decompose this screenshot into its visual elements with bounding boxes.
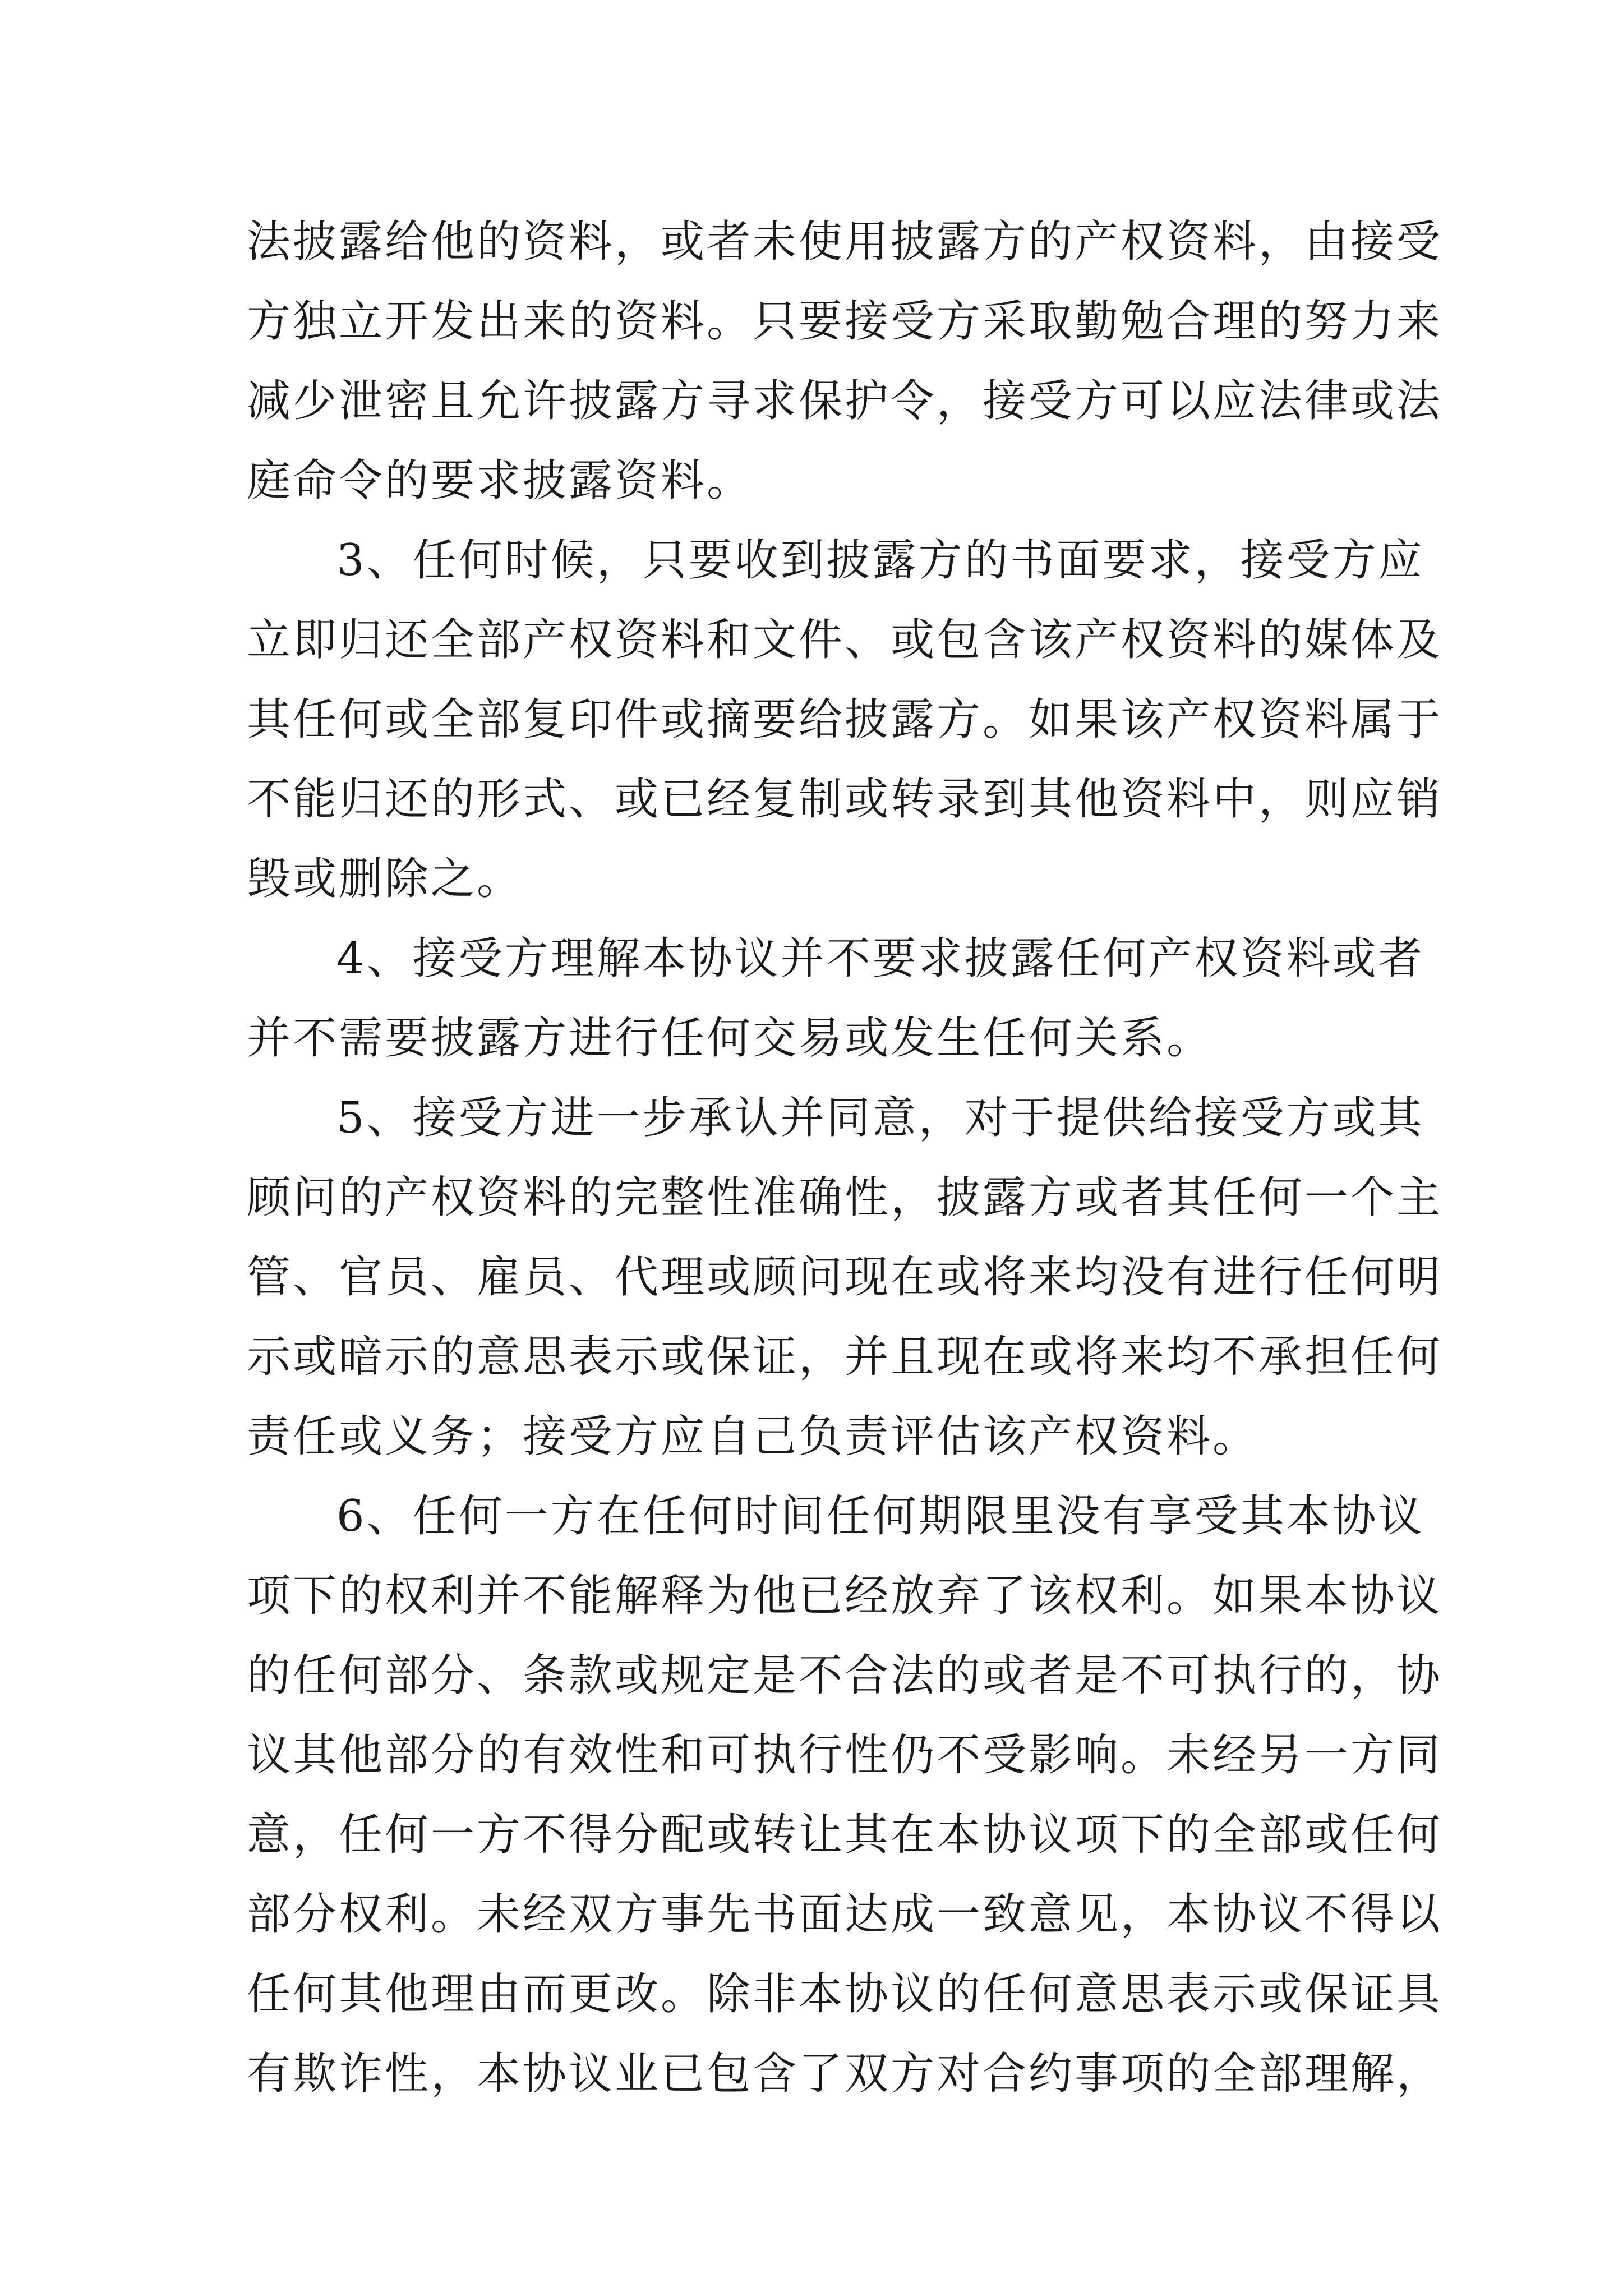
document-line: 项下的权利并不能解释为他已经放弃了该权利。如果本协议 xyxy=(247,1571,1443,1621)
document-line: 法披露给他的资料，或者未使用披露方的产权资料，由接受 xyxy=(247,217,1443,267)
document-line: 示或暗示的意思表示或保证，并且现在或将来均不承担任何 xyxy=(247,1332,1443,1382)
document-line: 意，任何一方不得分配或转让其在本协议项下的全部或任何 xyxy=(247,1810,1443,1860)
document-line: 部分权利。未经双方事先书面达成一致意见，本协议不得以 xyxy=(247,1889,1443,1940)
document-line: 不能归还的形式、或已经复制或转录到其他资料中，则应销 xyxy=(247,774,1443,825)
document-line: 减少泄密且允许披露方寻求保护令，接受方可以应法律或法 xyxy=(247,376,1443,426)
document-line: 立即归还全部产权资料和文件、或包含该产权资料的媒体及 xyxy=(247,615,1443,665)
document-line: 方独立开发出来的资料。只要接受方采取勤勉合理的努力来 xyxy=(247,296,1443,347)
document-line: 责任或义务；接受方应自己负责评估该产权资料。 xyxy=(247,1411,1259,1462)
document-line: 有欺诈性，本协议业已包含了双方对合约事项的全部理解， xyxy=(247,2049,1443,2099)
document-line: 5、接受方进一步承认并同意，对于提供给接受方或其 xyxy=(336,1093,1424,1143)
document-line: 其任何或全部复印件或摘要给披露方。如果该产权资料属于 xyxy=(247,694,1443,745)
document-line: 并不需要披露方进行任何交易或发生任何关系。 xyxy=(247,1013,1213,1064)
document-line: 的任何部分、条款或规定是不合法的或者是不可执行的，协 xyxy=(247,1650,1443,1701)
document-line: 任何其他理由而更改。除非本协议的任何意思表示或保证具 xyxy=(247,1969,1443,2019)
document-line: 4、接受方理解本协议并不要求披露任何产权资料或者 xyxy=(336,933,1424,984)
document-line: 6、任何一方在任何时间任何期限里没有享受其本协议 xyxy=(336,1491,1424,1542)
document-body xyxy=(247,202,1443,2114)
document-line: 3、任何时候，只要收到披露方的书面要求，接受方应 xyxy=(336,535,1424,586)
document-line: 顾问的产权资料的完整性准确性，披露方或者其任何一个主 xyxy=(247,1172,1443,1223)
document-line: 庭命令的要求披露资料。 xyxy=(247,455,753,506)
document-line: 管、官员、雇员、代理或顾问现在或将来均没有进行任何明 xyxy=(247,1252,1443,1303)
document-line: 议其他部分的有效性和可执行性仍不受影响。未经另一方同 xyxy=(247,1730,1443,1780)
document-line: 毁或删除之。 xyxy=(247,854,523,904)
